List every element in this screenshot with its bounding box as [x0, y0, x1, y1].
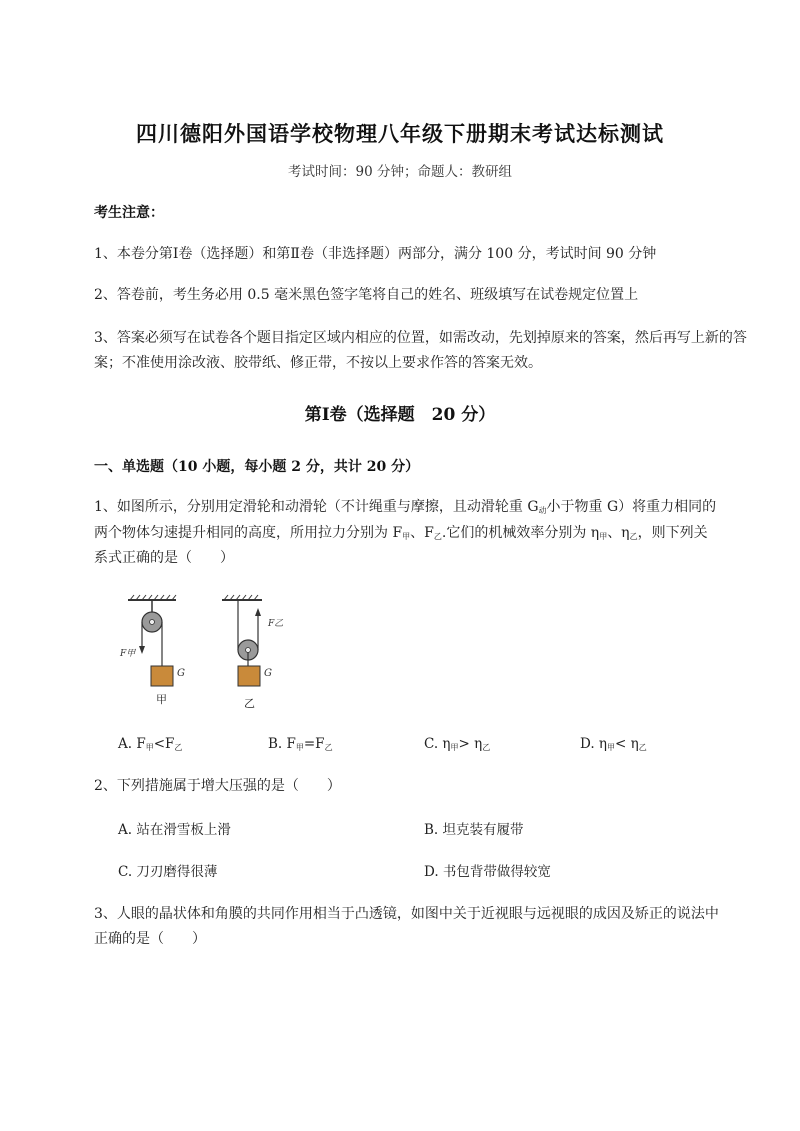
fixed-pulley-diagram: [128, 595, 176, 686]
notice-heading: 考生注意：: [94, 205, 164, 221]
q3-stem-line-2: 正确的是（ ）: [94, 931, 206, 947]
q2-option-a[interactable]: A. 站在滑雪板上滑: [118, 822, 231, 838]
q1-option-c[interactable]: [424, 736, 490, 753]
q1-option-b[interactable]: [268, 736, 333, 753]
q1-option-d[interactable]: [580, 736, 647, 753]
q1-stem-line-3: 系式正确的是（ ）: [94, 550, 234, 566]
q1-stem-line-2: [94, 521, 708, 549]
notice-item-2: 2、答卷前，考生务必用 0.5 毫米黑色签字笔将自己的姓名、班级填写在试卷规定位置上: [94, 287, 639, 303]
q1-text: ，则下列关: [637, 525, 708, 541]
q2-option-b[interactable]: B. 坦克装有履带: [424, 822, 524, 838]
opt-text: B. F: [268, 736, 296, 752]
exam-subtitle: 考试时间：90 分钟；命题人：教研组: [288, 164, 512, 180]
part-heading: 一、单选题（10 小题，每小题 2 分，共计 20 分）: [94, 459, 420, 475]
opt-text: A. F: [118, 736, 146, 752]
q1-text: 两个物体匀速提升相同的高度，所用拉力分别为 F: [94, 525, 403, 541]
weight-label-left: G: [177, 668, 185, 679]
q1-sub: 乙: [433, 532, 442, 541]
movable-pulley-diagram: [222, 595, 262, 686]
label-yi: 乙: [244, 697, 255, 710]
force-label-jia: F甲: [120, 649, 136, 659]
opt-sub: 甲: [145, 743, 154, 752]
opt-sub: 乙: [482, 743, 491, 752]
q1-sub: 甲: [402, 532, 411, 541]
q1-text: 、F: [410, 525, 434, 541]
opt-sub: 甲: [450, 743, 459, 752]
q1-sub: 动: [538, 506, 547, 515]
label-jia: 甲: [156, 693, 167, 706]
opt-text: =F: [303, 736, 325, 752]
weight-label-right: G: [264, 668, 272, 679]
q1-text: 、η: [607, 525, 630, 541]
opt-text: > η: [458, 736, 483, 752]
opt-sub: 甲: [607, 743, 616, 752]
exam-title: 四川德阳外国语学校物理八年级下册期末考试达标测试: [136, 121, 664, 146]
q1-stem-line-1: [94, 495, 716, 523]
opt-sub: 乙: [174, 743, 183, 752]
q1-text: 1、如图所示，分别用定滑轮和动滑轮（不计绳重与摩擦，且动滑轮重 G: [94, 499, 539, 515]
opt-text: C. η: [424, 736, 451, 752]
opt-sub: 甲: [295, 743, 304, 752]
q1-text: .它们的机械效率分别为 η: [441, 525, 600, 541]
section-title: 第Ⅰ卷（选择题 20 分）: [304, 405, 496, 425]
q2-stem: 2、下列措施属于增大压强的是（ ）: [94, 778, 341, 794]
force-label-yi: F乙: [268, 619, 284, 629]
q1-sub: 甲: [599, 532, 608, 541]
q1-text: 小于物重 G）将重力相同的: [546, 499, 717, 515]
q1-sub: 乙: [629, 532, 638, 541]
opt-text: < η: [615, 736, 639, 752]
opt-text: D. η: [580, 736, 608, 752]
q2-option-d[interactable]: D. 书包背带做得较宽: [424, 864, 551, 880]
q2-option-c[interactable]: C. 刀刃磨得很薄: [118, 864, 218, 880]
opt-sub: 乙: [638, 743, 647, 752]
notice-item-1: 1、本卷分第Ⅰ卷（选择题）和第Ⅱ卷（非选择题）两部分，满分 100 分，考试时间 90 分钟: [94, 246, 657, 262]
pulley-figure: [118, 594, 298, 714]
opt-text: <F: [153, 736, 175, 752]
notice-item-3: 3、答案必须写在试卷各个题目指定区域内相应的位置，如需改动，先划掉原来的答案，然后再写上新的答案；不准使用涂改液、胶带纸、修正带，不按以上要求作答的答案无效。: [94, 330, 747, 371]
q3-stem-line-1: 3、人眼的晶状体和角膜的共同作用相当于凸透镜，如图中关于近视眼与远视眼的成因及矫正的说法中: [94, 906, 719, 922]
opt-sub: 乙: [324, 743, 333, 752]
q1-option-a[interactable]: [118, 736, 182, 753]
